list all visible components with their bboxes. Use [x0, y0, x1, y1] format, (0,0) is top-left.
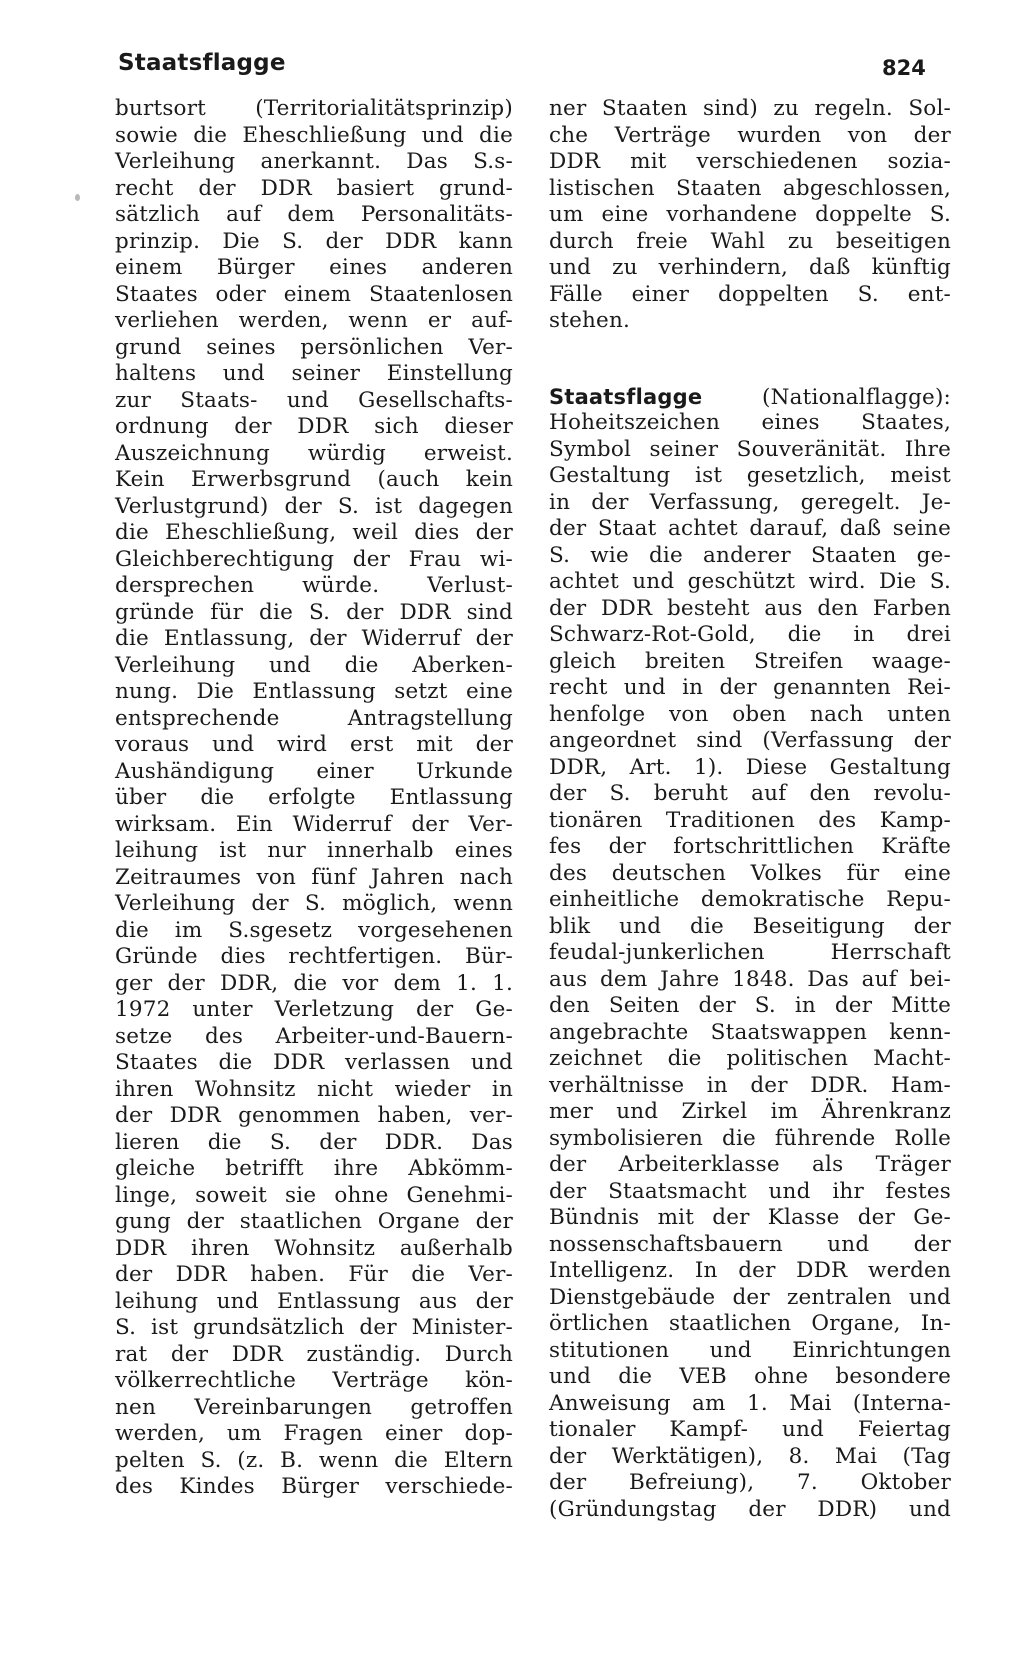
text-line: um eine vorhandene doppelte S. [549, 202, 951, 227]
paragraph-gap [549, 335, 951, 384]
text-line: haltens und seiner Einstellung [115, 361, 513, 386]
text-line: sätzlich auf dem Personalitäts- [115, 202, 513, 227]
text-line: stitutionen und Einrichtungen [549, 1337, 951, 1363]
text-line: listischen Staaten abgeschlossen, [549, 175, 951, 201]
entry-gloss: (Nationalflagge): [762, 384, 951, 410]
text-line: rat der DDR zuständig. Durch [115, 1341, 513, 1367]
text-line: grund seines persönlichen Ver- [115, 334, 513, 360]
text-line: DDR ihren Wohnsitz außerhalb [115, 1235, 513, 1261]
text-line: nen Vereinbarungen getroffen [115, 1394, 513, 1420]
text-line: nung. Die Entlassung setzt eine [115, 679, 513, 704]
text-line: Kein Erwerbsgrund (auch kein [115, 467, 513, 492]
entry-headword: Staatsflagge [549, 384, 703, 409]
text-line: örtlichen staatlichen Organe, In- [549, 1311, 951, 1336]
text-line: burtsort (Territorialitätsprinzip) [115, 96, 513, 121]
text-line: aus dem Jahre 1848. Das auf bei- [549, 966, 951, 992]
text-line: henfolge von oben nach unten [549, 701, 951, 727]
text-line: Dienstgebäude der zentralen und [549, 1284, 951, 1310]
text-line: fes der fortschrittlichen Kräfte [549, 834, 951, 859]
running-head: Staatsflagge [118, 50, 286, 76]
text-line: Gleichberechtigung der Frau wi- [115, 546, 513, 572]
text-line: Intelligenz. In der DDR werden [549, 1258, 951, 1283]
text-line: völkerrechtliche Verträge kön- [115, 1368, 513, 1393]
text-line: der S. beruht auf den revolu- [549, 781, 951, 806]
text-line: der DDR besteht aus den Farben [549, 595, 951, 621]
text-line: einem Bürger eines anderen [115, 255, 513, 280]
text-line: werden, um Fragen einer dop- [115, 1421, 513, 1446]
text-line: DDR, Art. 1). Diese Gestaltung [549, 754, 951, 780]
text-line: tionären Traditionen des Kamp- [549, 807, 951, 833]
text-line: DDR mit verschiedenen sozia- [549, 149, 951, 174]
text-line: Bündnis mit der Klasse der Ge- [549, 1205, 951, 1230]
text-line: angebrachte Staatswappen kenn- [549, 1019, 951, 1045]
text-line: nossenschaftsbauern und der [549, 1231, 951, 1257]
text-line: Staates oder einem Staatenlosen [115, 281, 513, 307]
text-line: prinzip. Die S. der DDR kann [115, 228, 513, 254]
text-line: der DDR haben. Für die Ver- [115, 1262, 513, 1287]
text-line: gung der staatlichen Organe der [115, 1209, 513, 1234]
text-line: ihren Wohnsitz nicht wieder in [115, 1076, 513, 1102]
right-column [549, 96, 951, 1523]
text-line: leihung und Entlassung aus der [115, 1288, 513, 1314]
text-line: der Staatsmacht und ihr festes [549, 1178, 951, 1204]
text-line: ner Staaten sind) zu regeln. Sol- [549, 96, 951, 121]
text-line: 1972 unter Verletzung der Ge- [115, 997, 513, 1022]
text-line: Gründe dies rechtfertigen. Bür- [115, 944, 513, 969]
text-line: des deutschen Volkes für eine [549, 860, 951, 886]
text-line: der Befreiung), 7. Oktober [549, 1470, 951, 1495]
text-line: Schwarz-Rot-Gold, die in drei [549, 622, 951, 647]
text-line: pelten S. (z. B. wenn die Eltern [115, 1447, 513, 1473]
text-line: gleiche betrifft ihre Abkömm- [115, 1156, 513, 1181]
text-line: der DDR genommen haben, ver- [115, 1103, 513, 1128]
text-line: dersprechen würde. Verlust- [115, 573, 513, 598]
text-line: zeichnet die politischen Macht- [549, 1046, 951, 1071]
text-line: entsprechende Antragstellung [115, 705, 513, 731]
text-line: recht der DDR basiert grund- [115, 175, 513, 201]
text-line: linge, soweit sie ohne Genehmi- [115, 1182, 513, 1208]
text-line: Verleihung und die Aberken- [115, 652, 513, 678]
text-line: gleich breiten Streifen waage- [549, 648, 951, 674]
text-line: der Werktätigen), 8. Mai (Tag [549, 1443, 951, 1469]
text-line: feudal-junkerlichen Herrschaft [549, 940, 951, 965]
text-line: die im S.sgesetz vorgesehenen [115, 917, 513, 943]
text-line: und zu verhindern, daß künftig [549, 255, 951, 280]
text-line: recht und in der genannten Rei- [549, 675, 951, 700]
text-line: des Kindes Bürger verschiede- [115, 1474, 513, 1499]
text-line: Verlustgrund) der S. ist dagegen [115, 493, 513, 519]
text-line: sowie die Eheschließung und die [115, 122, 513, 148]
text-line: voraus und wird erst mit der [115, 732, 513, 757]
paper-speck [75, 194, 80, 201]
text-line: Staates die DDR verlassen und [115, 1050, 513, 1075]
text-line: der Staat achtet darauf, daß seine [549, 516, 951, 541]
text-line: und die VEB ohne besondere [549, 1364, 951, 1389]
text-line: angeordnet sind (Verfassung der [549, 728, 951, 753]
entry-first-line [549, 384, 951, 411]
text-line: ordnung der DDR sich dieser [115, 414, 513, 439]
text-line: lieren die S. der DDR. Das [115, 1129, 513, 1155]
text-line: tionaler Kampf- und Feiertag [549, 1417, 951, 1442]
text-line: die Entlassung, der Widerruf der [115, 626, 513, 651]
text-line: setze des Arbeiter-und-Bauern- [115, 1023, 513, 1049]
text-line: die Eheschließung, weil dies der [115, 520, 513, 545]
text-line: stehen. [549, 308, 631, 333]
text-line: verhältnisse in der DDR. Ham- [549, 1072, 951, 1098]
text-line: che Verträge wurden von der [549, 122, 951, 148]
text-line: Aushändigung einer Urkunde [115, 758, 513, 784]
text-line: S. ist grundsätzlich der Minister- [115, 1315, 513, 1340]
text-line: in der Verfassung, geregelt. Je- [549, 489, 951, 515]
page-number: 824 [882, 56, 926, 80]
text-line: den Seiten der S. in der Mitte [549, 993, 951, 1018]
text-line: mer und Zirkel im Ährenkranz [549, 1099, 951, 1124]
text-line: gründe für die S. der DDR sind [115, 599, 513, 625]
text-line: Gestaltung ist gesetzlich, meist [549, 463, 951, 488]
text-line: Zeitraumes von fünf Jahren nach [115, 864, 513, 890]
text-line: Verleihung anerkannt. Das S.s- [115, 149, 513, 174]
text-line: verliehen werden, wenn er auf- [115, 308, 513, 333]
text-line: S. wie die anderer Staaten ge- [549, 542, 951, 568]
text-line: der Arbeiterklasse als Träger [549, 1152, 951, 1177]
text-line: (Gründungstag der DDR) und [549, 1496, 951, 1522]
text-line: durch freie Wahl zu beseitigen [549, 228, 951, 254]
text-line: Hoheitszeichen eines Staates, [549, 410, 951, 435]
text-line: zur Staats- und Gesellschafts- [115, 387, 513, 413]
text-line: über die erfolgte Entlassung [115, 785, 513, 810]
text-line: Fälle einer doppelten S. ent- [549, 281, 951, 307]
text-line: ger der DDR, die vor dem 1. 1. [115, 970, 513, 996]
text-line: leihung ist nur innerhalb eines [115, 838, 513, 863]
text-line: achtet und geschützt wird. Die S. [549, 569, 951, 594]
text-line: symbolisieren die führende Rolle [549, 1125, 951, 1151]
text-line: wirksam. Ein Widerruf der Ver- [115, 811, 513, 837]
text-line: blik und die Beseitigung der [549, 913, 951, 939]
left-column [115, 96, 513, 1501]
text-line: Auszeichnung würdig erweist. [115, 440, 513, 466]
text-line: Anweisung am 1. Mai (Interna- [549, 1390, 951, 1416]
text-line: Verleihung der S. möglich, wenn [115, 891, 513, 916]
text-line: einheitliche demokratische Repu- [549, 887, 951, 912]
text-line: Symbol seiner Souveränität. Ihre [549, 436, 951, 462]
